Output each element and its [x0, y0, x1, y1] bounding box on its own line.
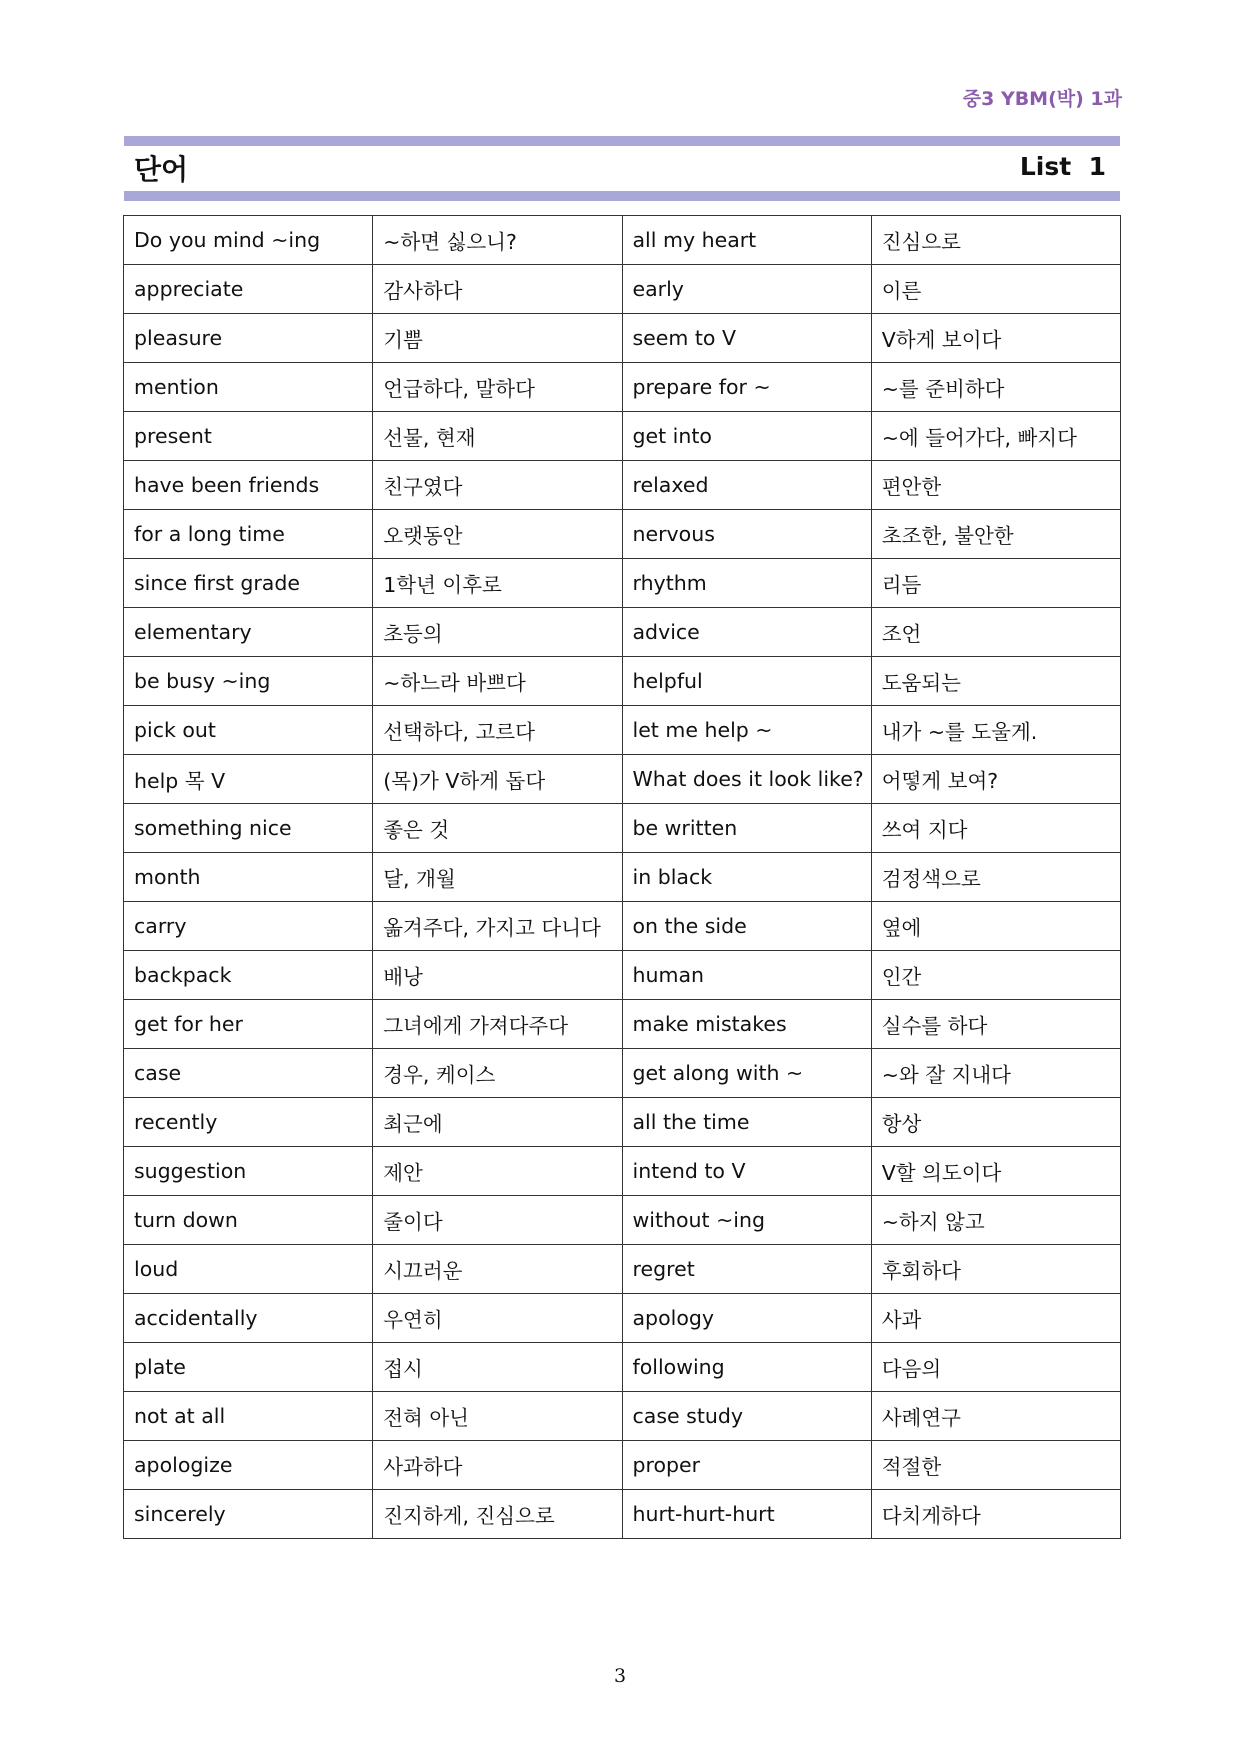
- korean-meaning-2: 사과: [871, 1294, 1120, 1343]
- english-term-2: advice: [622, 608, 871, 657]
- korean-meaning-2: 내가 ~를 도울게.: [871, 706, 1120, 755]
- table-row: [124, 853, 1121, 902]
- korean-meaning-1: ~하면 싫으니?: [373, 216, 622, 265]
- korean-meaning-2: 항상: [871, 1098, 1120, 1147]
- english-term-1: present: [124, 412, 373, 461]
- korean-meaning-1: 경우, 케이스: [373, 1049, 622, 1098]
- table-row: [124, 804, 1121, 853]
- korean-meaning-2: 어떻게 보여?: [871, 755, 1120, 804]
- english-term-1: since first grade: [124, 559, 373, 608]
- korean-meaning-2: 리듬: [871, 559, 1120, 608]
- korean-meaning-1: 1학년 이후로: [373, 559, 622, 608]
- korean-meaning-1: 오랫동안: [373, 510, 622, 559]
- korean-meaning-1: 선택하다, 고르다: [373, 706, 622, 755]
- table-row: [124, 363, 1121, 412]
- english-term-2: human: [622, 951, 871, 1000]
- table-row: [124, 559, 1121, 608]
- table-row: [124, 412, 1121, 461]
- korean-meaning-1: 초등의: [373, 608, 622, 657]
- list-indicator: [1020, 152, 1106, 181]
- list-label: List: [1019, 152, 1072, 181]
- table-row: [124, 755, 1121, 804]
- english-term-1: accidentally: [124, 1294, 373, 1343]
- english-term-2: prepare for ~: [622, 363, 871, 412]
- table-row: [124, 1441, 1121, 1490]
- korean-meaning-2: 사례연구: [871, 1392, 1120, 1441]
- korean-meaning-1: 시끄러운: [373, 1245, 622, 1294]
- korean-meaning-2: 진심으로: [871, 216, 1120, 265]
- english-term-1: elementary: [124, 608, 373, 657]
- table-row: [124, 510, 1121, 559]
- korean-meaning-1: 감사하다: [373, 265, 622, 314]
- english-term-1: help 목 V: [124, 755, 373, 804]
- english-term-1: suggestion: [124, 1147, 373, 1196]
- english-term-1: pleasure: [124, 314, 373, 363]
- english-term-1: not at all: [124, 1392, 373, 1441]
- table-row: [124, 1392, 1121, 1441]
- korean-meaning-2: 쓰여 지다: [871, 804, 1120, 853]
- korean-meaning-1: 사과하다: [373, 1441, 622, 1490]
- table-row: [124, 1343, 1121, 1392]
- korean-meaning-1: 좋은 것: [373, 804, 622, 853]
- korean-meaning-2: ~하지 않고: [871, 1196, 1120, 1245]
- english-term-2: nervous: [622, 510, 871, 559]
- korean-meaning-2: 편안한: [871, 461, 1120, 510]
- korean-meaning-1: 줄이다: [373, 1196, 622, 1245]
- english-term-1: mention: [124, 363, 373, 412]
- english-term-2: intend to V: [622, 1147, 871, 1196]
- korean-meaning-1: 달, 개월: [373, 853, 622, 902]
- table-row: [124, 1490, 1121, 1539]
- korean-meaning-2: 후회하다: [871, 1245, 1120, 1294]
- korean-meaning-2: 조언: [871, 608, 1120, 657]
- english-term-2: without ~ing: [622, 1196, 871, 1245]
- korean-meaning-2: 옆에: [871, 902, 1120, 951]
- english-term-1: plate: [124, 1343, 373, 1392]
- korean-meaning-1: 친구였다: [373, 461, 622, 510]
- korean-meaning-2: V할 의도이다: [871, 1147, 1120, 1196]
- vocabulary-table: [123, 215, 1121, 1539]
- korean-meaning-2: 적절한: [871, 1441, 1120, 1490]
- korean-meaning-2: 초조한, 불안한: [871, 510, 1120, 559]
- english-term-1: case: [124, 1049, 373, 1098]
- english-term-2: seem to V: [622, 314, 871, 363]
- table-row: [124, 1294, 1121, 1343]
- title-row: [124, 148, 1120, 188]
- korean-meaning-1: 제안: [373, 1147, 622, 1196]
- english-term-2: be written: [622, 804, 871, 853]
- page-title: 단어: [134, 153, 189, 186]
- english-term-2: make mistakes: [622, 1000, 871, 1049]
- english-term-2: relaxed: [622, 461, 871, 510]
- korean-meaning-1: 전혀 아닌: [373, 1392, 622, 1441]
- english-term-1: apologize: [124, 1441, 373, 1490]
- korean-meaning-1: 선물, 현재: [373, 412, 622, 461]
- list-number: 1: [1088, 152, 1106, 181]
- english-term-2: on the side: [622, 902, 871, 951]
- korean-meaning-2: 이른: [871, 265, 1120, 314]
- korean-meaning-2: V하게 보이다: [871, 314, 1120, 363]
- table-row: [124, 608, 1121, 657]
- english-term-2: What does it look like?: [622, 755, 871, 804]
- english-term-2: rhythm: [622, 559, 871, 608]
- english-term-2: early: [622, 265, 871, 314]
- english-term-2: regret: [622, 1245, 871, 1294]
- table-row: [124, 216, 1121, 265]
- english-term-1: for a long time: [124, 510, 373, 559]
- english-term-1: get for her: [124, 1000, 373, 1049]
- table-row: [124, 657, 1121, 706]
- table-row: [124, 1147, 1121, 1196]
- korean-meaning-1: 언급하다, 말하다: [373, 363, 622, 412]
- korean-meaning-1: 우연히: [373, 1294, 622, 1343]
- korean-meaning-1: 접시: [373, 1343, 622, 1392]
- english-term-1: month: [124, 853, 373, 902]
- table-row: [124, 706, 1121, 755]
- table-row: [124, 1098, 1121, 1147]
- english-term-1: pick out: [124, 706, 373, 755]
- english-term-2: helpful: [622, 657, 871, 706]
- english-term-1: have been friends: [124, 461, 373, 510]
- korean-meaning-2: 다음의: [871, 1343, 1120, 1392]
- table-row: [124, 314, 1121, 363]
- korean-meaning-2: 다치게하다: [871, 1490, 1120, 1539]
- korean-meaning-1: 그녀에게 가져다주다: [373, 1000, 622, 1049]
- english-term-1: backpack: [124, 951, 373, 1000]
- english-term-2: case study: [622, 1392, 871, 1441]
- table-row: [124, 951, 1121, 1000]
- english-term-2: all the time: [622, 1098, 871, 1147]
- korean-meaning-2: 검정색으로: [871, 853, 1120, 902]
- korean-meaning-2: ~와 잘 지내다: [871, 1049, 1120, 1098]
- english-term-2: all my heart: [622, 216, 871, 265]
- korean-meaning-2: 도움되는: [871, 657, 1120, 706]
- korean-meaning-2: 인간: [871, 951, 1120, 1000]
- english-term-2: following: [622, 1343, 871, 1392]
- title-bar-bottom: [124, 191, 1120, 201]
- english-term-1: loud: [124, 1245, 373, 1294]
- english-term-2: hurt-hurt-hurt: [622, 1490, 871, 1539]
- korean-meaning-2: 실수를 하다: [871, 1000, 1120, 1049]
- english-term-2: apology: [622, 1294, 871, 1343]
- english-term-1: something nice: [124, 804, 373, 853]
- korean-meaning-1: 기쁨: [373, 314, 622, 363]
- english-term-2: in black: [622, 853, 871, 902]
- title-bar-top: [124, 136, 1120, 146]
- english-term-2: proper: [622, 1441, 871, 1490]
- korean-meaning-1: 최근에: [373, 1098, 622, 1147]
- korean-meaning-2: ~에 들어가다, 빠지다: [871, 412, 1120, 461]
- table-row: [124, 902, 1121, 951]
- english-term-2: get into: [622, 412, 871, 461]
- english-term-1: Do you mind ~ing: [124, 216, 373, 265]
- table-row: [124, 461, 1121, 510]
- page-number: 3: [613, 1665, 627, 1687]
- document-tag: 중3 YBM(박) 1과: [962, 88, 1122, 110]
- table-row: [124, 1049, 1121, 1098]
- table-row: [124, 1000, 1121, 1049]
- korean-meaning-1: ~하느라 바쁘다: [373, 657, 622, 706]
- korean-meaning-1: 옮겨주다, 가지고 다니다: [373, 902, 622, 951]
- table-row: [124, 1245, 1121, 1294]
- korean-meaning-1: (목)가 V하게 돕다: [373, 755, 622, 804]
- table-row: [124, 265, 1121, 314]
- english-term-1: be busy ~ing: [124, 657, 373, 706]
- korean-meaning-2: ~를 준비하다: [871, 363, 1120, 412]
- english-term-1: appreciate: [124, 265, 373, 314]
- english-term-1: carry: [124, 902, 373, 951]
- english-term-1: sincerely: [124, 1490, 373, 1539]
- english-term-2: get along with ~: [622, 1049, 871, 1098]
- english-term-1: recently: [124, 1098, 373, 1147]
- table-row: [124, 1196, 1121, 1245]
- english-term-2: let me help ~: [622, 706, 871, 755]
- korean-meaning-1: 진지하게, 진심으로: [373, 1490, 622, 1539]
- english-term-1: turn down: [124, 1196, 373, 1245]
- korean-meaning-1: 배낭: [373, 951, 622, 1000]
